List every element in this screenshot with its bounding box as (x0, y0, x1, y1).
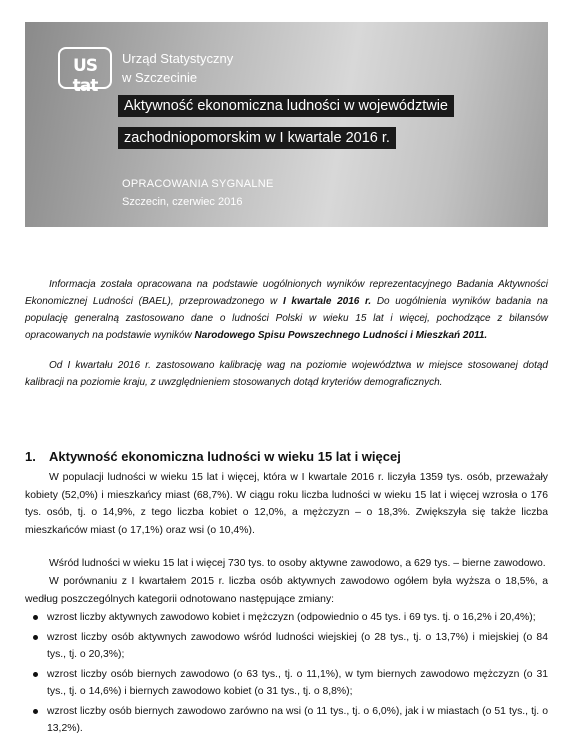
list-item (25, 666, 548, 701)
intro-paragraph-2: Od I kwartału 2016 r. zastosowano kalibrację wag na poziomie województwa w miejsce stosowanej dotąd kalibracji na poziomie kraju, z uwzględnieniem stosowanych dotąd kryteriów demograficznych. (25, 360, 548, 388)
list-item (25, 609, 548, 627)
institution-city: w Szczecinie (122, 70, 198, 85)
document-title-line1: Aktywność ekonomiczna ludności w województwie (118, 95, 454, 117)
intro-text-c: Do uogólnienia wyników badania na populację generalną zastosowano dane o ludności Polski w wieku 15 lat i więcej, pochodzące z bilansów opracowanych na podstawie wyników (25, 296, 548, 341)
section-heading (25, 449, 401, 464)
cover-banner (25, 22, 548, 227)
intro-text-b: I kwartale 2016 r. (282, 296, 372, 307)
intro-text-a: Informacja została opracowana na podstawie uogólnionych wyników reprezentacyjnego Badania Aktywności Ekonomicznej Ludności (BAEL), przeprowadzonego w (25, 279, 548, 307)
series-name: OPRACOWANIA SYGNALNE (122, 178, 274, 190)
body-paragraph-2: Wśród ludności w wieku 15 lat i więcej 730 tys. to osoby aktywne zawodowo, a 629 tys. – bierne zawodowo. (49, 558, 546, 569)
document-title-line2: zachodniopomorskim w I kwartale 2016 r. (118, 127, 396, 149)
list-item-text: wzrost liczby osób biernych zawodowo (o 63 tys., tj. o 11,1%), w tym biernych zawodowo mężczyzn (o 31 tys., tj. o 14,6%) i biernych zawodowo kobiet (o 31 tys., tj. o 8,8%); (47, 668, 548, 697)
bullet-icon (33, 635, 38, 640)
institution-name: Urząd Statystyczny (122, 51, 234, 66)
bullet-icon (33, 615, 38, 620)
intro-text-d: Narodowego Spisu Powszechnego Ludności i Mieszkań 2011. (194, 330, 488, 341)
body-paragraph-3: W porównaniu z I kwartałem 2015 r. liczba osób aktywnych zawodowo ogółem była wyższa o 18,5%, a według poszczególnych kategorii odnotowano następujące zmiany: (25, 576, 548, 605)
us-logo-icon (58, 47, 112, 96)
bullet-icon (33, 672, 38, 677)
list-item (25, 629, 548, 664)
logo-text: US tat (72, 56, 98, 96)
bullet-icon (33, 709, 38, 714)
body-paragraph-1: W populacji ludności w wieku 15 lat i więcej, która w I kwartale 2016 r. liczyła 1359 tys. osób, przeważały kobiety (52,0%) i mieszkańcy miast (68,7%). W ciągu roku liczba ludności w wieku 15 lat i więcej wzrosła o 176 tys. osób, tj. o 14,9%, z tego liczba kobiet o 12,0%, a mężczyzn – o 18,3%. Zwiększyła się także liczba mieszkańców miast (o 17,1%) oraz wsi (o 10,4%). (25, 472, 548, 536)
change-list (25, 609, 548, 740)
list-item (25, 703, 548, 738)
section-number: 1. (25, 449, 36, 464)
list-item-text: wzrost liczby aktywnych zawodowo kobiet i mężczyzn (odpowiednio o 45 tys. i 69 tys. tj. o 16,2% i 20,4%); (47, 612, 536, 623)
intro-paragraph-1 (25, 276, 548, 344)
place-date: Szczecin, czerwiec 2016 (122, 196, 243, 208)
section-title: Aktywność ekonomiczna ludności w wieku 15 lat i więcej (49, 449, 401, 464)
list-item-text: wzrost liczby osób biernych zawodowo zarówno na wsi (o 11 tys., tj. o 6,0%), jak i w miastach (o 51 tys., tj. o 13,2%). (47, 705, 548, 734)
list-item-text: wzrost liczby osób aktywnych zawodowo wśród ludności wiejskiej (o 28 tys., tj. o 13,7%) i miejskiej (o 84 tys., tj. o 20,3%); (47, 631, 548, 660)
